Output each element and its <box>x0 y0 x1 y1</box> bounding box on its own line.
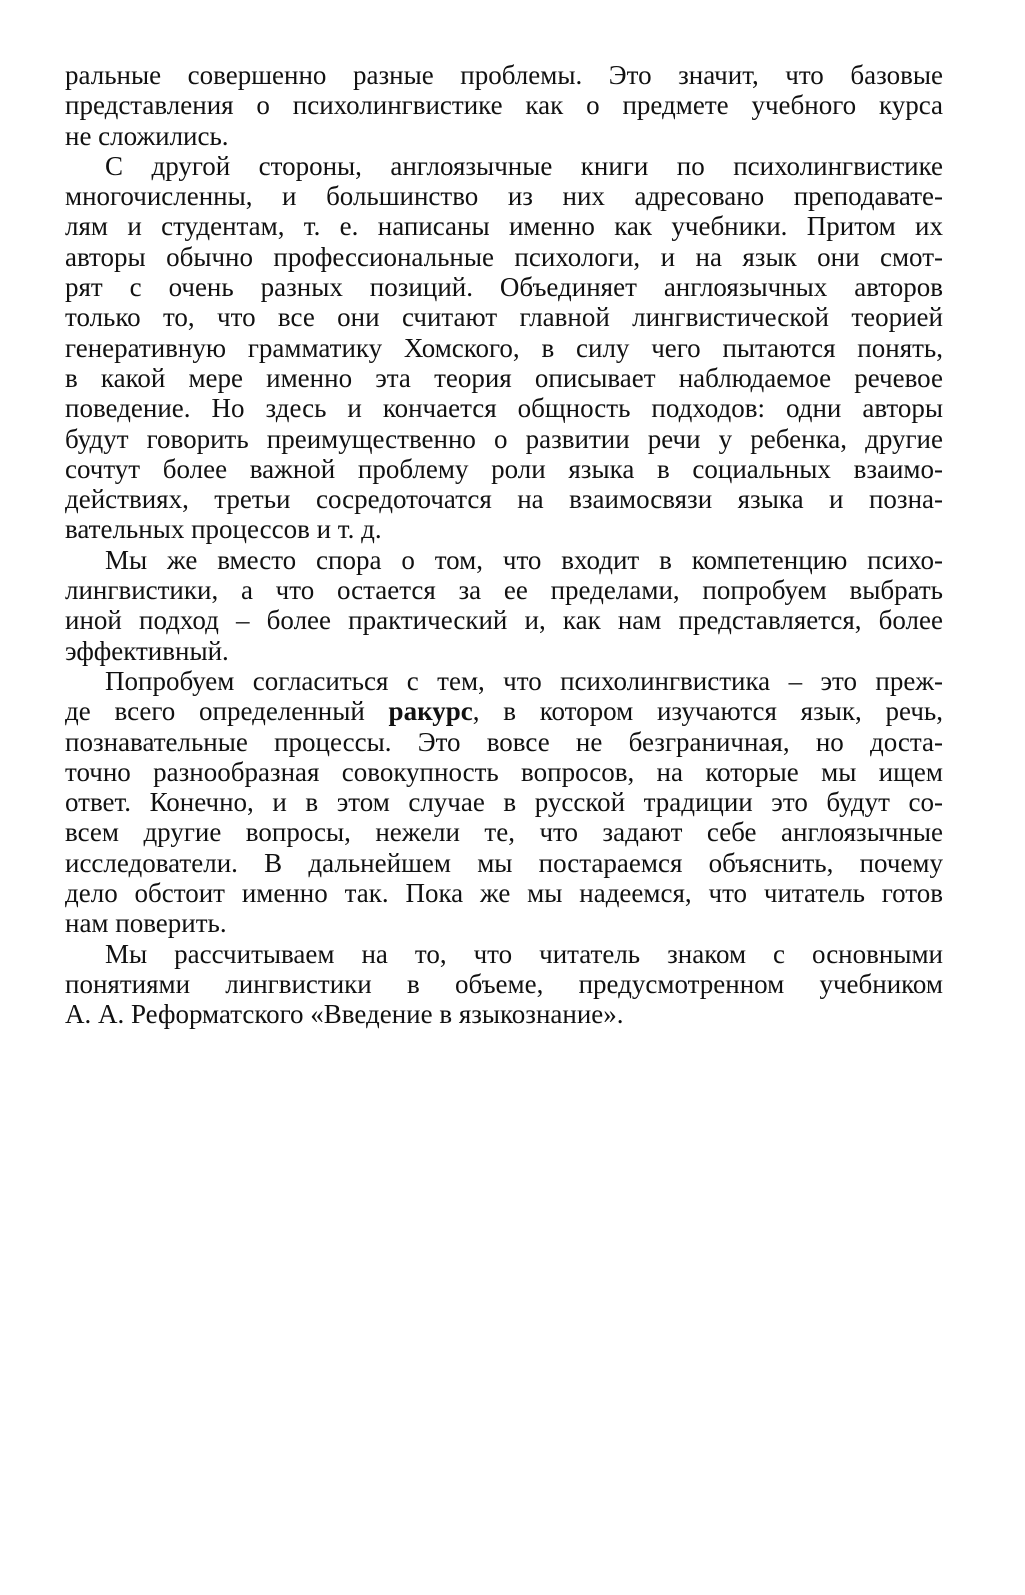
text-line <box>65 908 943 938</box>
paragraph <box>65 666 943 939</box>
emphasized-term: ракурс <box>388 696 473 727</box>
text-line <box>65 211 943 241</box>
text-segment: вательных процессов и т. д. <box>65 514 382 545</box>
text-line <box>65 90 943 120</box>
text-segment: всем другие вопросы, нежели те, что задают себе англоязычные <box>65 817 943 848</box>
text-segment: де всего определенный <box>65 696 389 727</box>
text-line <box>65 363 943 393</box>
text-line <box>65 181 943 211</box>
text-segment: лингвистики, а что остается за ее пределами, попробуем выбрать <box>65 575 943 606</box>
text-segment: рят с очень разных позиций. Объединяет англоязычных авторов <box>65 272 943 303</box>
paragraph <box>65 545 943 666</box>
text-line <box>65 605 943 635</box>
text-segment: ральные совершенно разные проблемы. Это значит, что базовые <box>65 60 943 90</box>
text-line <box>65 969 943 999</box>
text-segment: сочтут более важной проблему роли языка в социальных взаимо- <box>65 453 943 484</box>
text-segment: авторы обычно профессиональные психологи, и на язык они смот- <box>65 241 943 272</box>
text-segment: понятиями лингвистики в объеме, предусмотренном учебником <box>65 968 943 999</box>
text-line <box>65 333 943 363</box>
text-segment: Попробуем согласиться с тем, что психолингвистика – это преж- <box>105 665 943 696</box>
text-segment: представления о психолингвистике как о предмете учебного курса <box>65 90 943 121</box>
document-page <box>65 60 943 1030</box>
text-line <box>65 878 943 908</box>
text-segment: не сложились. <box>65 120 229 151</box>
text-segment: С другой стороны, англоязычные книги по психолингвистике <box>105 150 943 181</box>
text-segment: лям и студентам, т. е. написаны именно как учебники. Притом их <box>65 211 943 242</box>
paragraph <box>65 60 943 151</box>
text-line <box>65 393 943 423</box>
text-line <box>65 302 943 332</box>
text-line <box>65 848 943 878</box>
text-segment: А. А. Реформатского «Введение в языкознание». <box>65 999 624 1030</box>
text-line <box>65 666 943 696</box>
paragraph <box>65 151 943 545</box>
text-line <box>65 424 943 454</box>
text-segment: познавательные процессы. Это вовсе не безграничная, но доста- <box>65 726 943 757</box>
text-segment: исследователи. В дальнейшем мы постараемся объяснить, почему <box>65 847 943 878</box>
text-segment: в какой мере именно эта теория описывает наблюдаемое речевое <box>65 362 943 393</box>
paragraph <box>65 939 943 1030</box>
text-line <box>65 272 943 302</box>
text-line <box>65 727 943 757</box>
text-line <box>65 454 943 484</box>
text-segment: будут говорить преимущественно о развитии речи у ребенка, другие <box>65 423 943 454</box>
text-segment: многочисленны, и большинство из них адресовано преподавате- <box>65 181 943 212</box>
text-segment: эффективный. <box>65 635 229 666</box>
text-segment: , в котором изучаются язык, речь, <box>472 696 943 727</box>
text-line <box>65 484 943 514</box>
text-line <box>65 757 943 787</box>
text-segment: поведение. Но здесь и кончается общность подходов: одни авторы <box>65 393 943 424</box>
text-line <box>65 817 943 847</box>
text-segment: генеративную грамматику Хомского, в силу чего пытаются понять, <box>65 332 943 363</box>
text-segment: только то, что все они считают главной лингвистической теорией <box>65 302 943 333</box>
text-line <box>65 939 943 969</box>
text-line <box>65 575 943 605</box>
text-line <box>65 999 943 1029</box>
text-segment: иной подход – более практический и, как нам представляется, более <box>65 605 943 636</box>
text-segment: действиях, третьи сосредоточатся на взаимосвязи языка и позна- <box>65 484 943 515</box>
text-line <box>65 151 943 181</box>
text-line <box>65 696 943 726</box>
text-line <box>65 545 943 575</box>
text-segment: дело обстоит именно так. Пока же мы надеемся, что читатель готов <box>65 878 943 909</box>
text-segment: нам поверить. <box>65 908 227 939</box>
text-line <box>65 636 943 666</box>
text-line <box>65 242 943 272</box>
text-line <box>65 787 943 817</box>
text-segment: точно разнообразная совокупность вопросов, на которые мы ищем <box>65 756 943 787</box>
text-segment: Мы рассчитываем на то, что читатель знаком с основными <box>105 938 943 969</box>
text-line <box>65 60 943 90</box>
text-line <box>65 121 943 151</box>
text-segment: Мы же вместо спора о том, что входит в компетенцию психо- <box>105 544 943 575</box>
text-line <box>65 514 943 544</box>
text-segment: ответ. Конечно, и в этом случае в русской традиции это будут со- <box>65 787 943 818</box>
